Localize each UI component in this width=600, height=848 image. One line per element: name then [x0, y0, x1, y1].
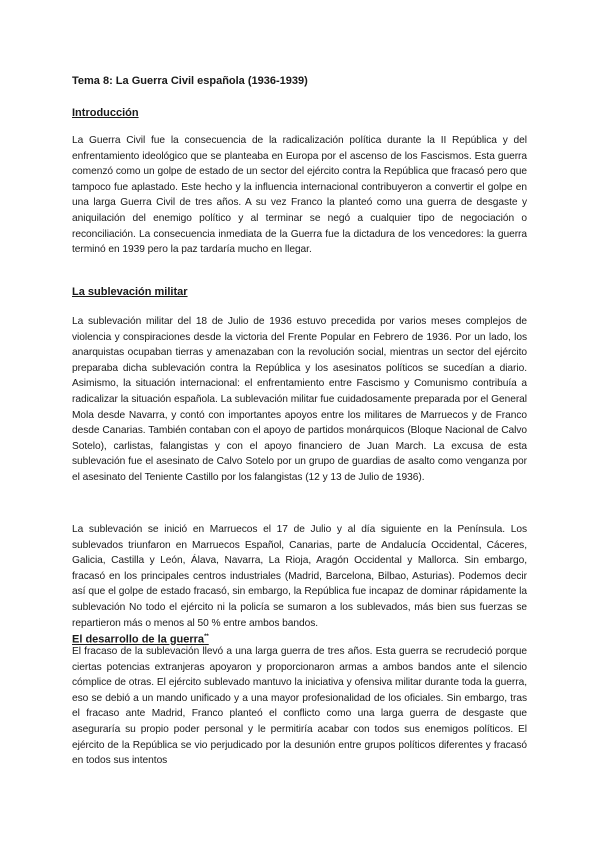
footnote-mark: ** [204, 634, 209, 640]
paragraph-sublevacion-2: La sublevación se inició en Marruecos el 17 de Julio y al día siguiente en la Península. Los sublevados triunfaron en Marruecos Español, Canarias, parte de Andalucía Occidental, Cáceres, Galicia, Castilla y León, Álava, Navarra, La Rioja, Aragón Occidental y Mallorca. Sin embargo, fracasó en los principales centros industriales (Madrid, Barcelona, Bilbao, Asturias). Podemos decir así que el golpe de estado fracasó, sin embargo, la República fue incapaz de dominar rápidamente la sublevación No todo el ejército ni la policía se sumaron a los sublevados, más bien sus fuerzas se repartieron más o menos al 50 % entre ambos bandos. [72, 524, 527, 629]
section-heading-desarrollo-text: El desarrollo de la guerra [72, 633, 205, 646]
paragraph-desarrollo: El fracaso de la sublevación llevó a una larga guerra de tres años. Esta guerra se recrudeció porque ciertas potencias extranjeras apoyaron y proporcionaron armas a ambos bandos ante el silencio cómplice de otras. El ejército sublevado mantuvo la iniciativa y ofensiva militar durante toda la guerra, eso se debió a un mando unificado y a una mayor profesionalidad de los oficiales. Sin embargo, tras el fracaso ante Madrid, Franco planteó el conflicto como una larga guerra de desgaste que aseguraría su propio poder personal y le permitiría acabar con todos sus enemigos políticos. El ejército de la República se vio perjudicado por la desunión entre grupos políticos diferentes y fracasó en todos sus intentos [72, 646, 527, 767]
section-heading-sublevacion: La sublevación militar [72, 286, 188, 298]
section-heading-introduccion: Introducción [72, 107, 139, 119]
document-title: Tema 8: La Guerra Civil española (1936-1939) [72, 75, 308, 87]
paragraph-sublevacion-1: La sublevación militar del 18 de Julio de 1936 estuvo precedida por varios meses complejos de violencia y conspiraciones desde la victoria del Frente Popular en Febrero de 1936. Por un lado, los anarquistas ocupaban tierras y amenazaban con la revolución social, mientras un sector del ejército preparaba dicha sublevación contra la República y los asesinatos políticos se sucedían a diario. Asimismo, la situación internacional: el enfrentamiento entre Fascismo y Comunismo contribuía a radicalizar la situación española. La sublevación militar fue cuidadosamente preparada por el General Mola desde Navarra, y contó con importantes apoyos entre los militares de Marruecos y de Franco desde Canarias. También contaban con el apoyo de partidos monárquicos (Bloque Nacional de Calvo Sotelo), carlistas, falangistas y con el apoyo financiero de Juan March. La excusa de esta sublevación fue el asesinato de Calvo Sotelo por un grupo de guardias de asalto como venganza por el asesinato del Teniente Castillo por los falangistas (12 y 13 de Julio de 1936). [72, 316, 527, 483]
paragraph-introduccion: La Guerra Civil fue la consecuencia de la radicalización política durante la II República y del enfrentamiento ideológico que se planteaba en Europa por el ascenso de los Fascismos. Esta guerra comenzó como un golpe de estado de un sector del ejército contra la República que fracasó pero que tampoco fue aplastado. Este hecho y la influencia internacional contribuyeron a convertir el golpe en una larga Guerra Civil de tres años. A su vez Franco la planteó como una guerra de desgaste y aniquilación del enemigo político y al terminar se negó a cualquier tipo de negociación o reconciliación. La consecuencia inmediata de la Guerra fue la dictadura de los vencedores: la guerra terminó en 1939 pero la paz tardaría mucho en llegar. [72, 135, 527, 256]
